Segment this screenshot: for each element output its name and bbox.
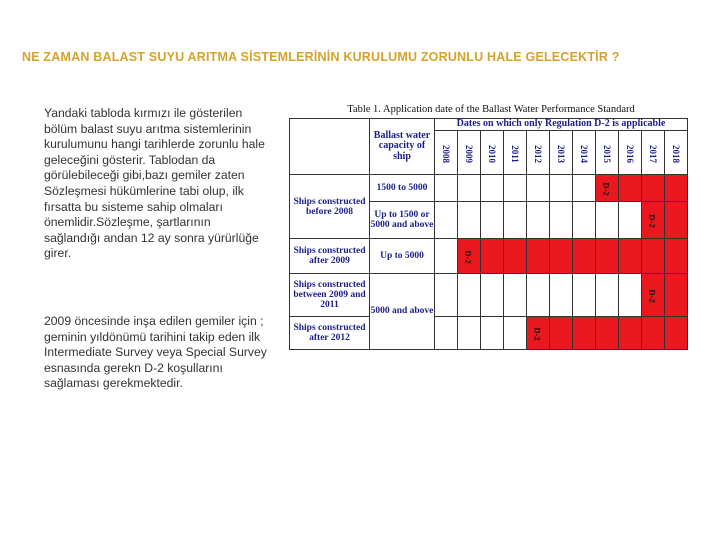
grid-cell bbox=[481, 202, 504, 239]
grid-cell bbox=[596, 274, 619, 317]
grid-cell bbox=[458, 202, 481, 239]
grid-cell bbox=[435, 175, 458, 202]
table-row bbox=[290, 274, 688, 317]
compliance-cell bbox=[596, 175, 619, 202]
compliance-cell bbox=[573, 317, 596, 350]
grid-cell bbox=[504, 274, 527, 317]
d2-marker: D-2 bbox=[647, 289, 658, 303]
grid-cell bbox=[596, 202, 619, 239]
grid-cell bbox=[504, 317, 527, 350]
category-before-2008: Ships constructed before 2008 bbox=[290, 175, 370, 239]
year-header-2012 bbox=[527, 131, 550, 175]
grid-cell bbox=[573, 274, 596, 317]
compliance-cell bbox=[642, 317, 665, 350]
compliance-cell bbox=[665, 317, 688, 350]
year-header-2016 bbox=[619, 131, 642, 175]
dates-header: Dates on which only Regulation D-2 is applicable bbox=[435, 119, 688, 131]
compliance-cell bbox=[665, 274, 688, 317]
capacity-upto1500-or-5000: Up to 1500 or 5000 and above bbox=[370, 202, 435, 239]
compliance-cell bbox=[642, 175, 665, 202]
grid-cell bbox=[458, 317, 481, 350]
empty-corner-cell bbox=[290, 119, 370, 175]
year-header-2011 bbox=[504, 131, 527, 175]
grid-cell bbox=[435, 202, 458, 239]
grid-cell bbox=[550, 274, 573, 317]
year-label: 2011 bbox=[509, 144, 520, 163]
year-label: 2008 bbox=[441, 144, 451, 163]
compliance-cell bbox=[458, 239, 481, 274]
ballast-water-table bbox=[289, 104, 693, 366]
compliance-cell bbox=[642, 239, 665, 274]
compliance-cell bbox=[665, 239, 688, 274]
compliance-cell bbox=[527, 239, 550, 274]
d2-marker: D-2 bbox=[647, 214, 658, 228]
page-title: NE ZAMAN BALAST SUYU ARITMA SİSTEMLERİNİN KURULUMU ZORUNLU HALE GELECEKTİR ? bbox=[22, 50, 620, 64]
compliance-cell bbox=[504, 239, 527, 274]
table-row bbox=[290, 317, 688, 350]
d2-marker: D-2 bbox=[601, 182, 612, 196]
year-header-2010 bbox=[481, 131, 504, 175]
year-label: 2010 bbox=[487, 144, 497, 163]
compliance-cell bbox=[619, 239, 642, 274]
year-label: 2014 bbox=[579, 144, 589, 163]
compliance-cell bbox=[596, 239, 619, 274]
year-label: 2015 bbox=[602, 144, 612, 163]
grid-cell bbox=[481, 274, 504, 317]
compliance-cell bbox=[642, 274, 665, 317]
category-after-2012: Ships constructed after 2012 bbox=[290, 317, 370, 350]
capacity-upto5000: Up to 5000 bbox=[370, 239, 435, 274]
grid-cell bbox=[458, 175, 481, 202]
compliance-cell bbox=[550, 317, 573, 350]
capacity-header: Ballast water capacity of ship bbox=[370, 119, 435, 175]
compliance-cell bbox=[573, 239, 596, 274]
grid-cell bbox=[527, 202, 550, 239]
table-row bbox=[290, 239, 688, 274]
grid-cell bbox=[619, 202, 642, 239]
compliance-cell bbox=[642, 202, 665, 239]
table-caption: Table 1. Application date of the Ballast Water Performance Standard bbox=[347, 104, 635, 115]
year-label: 2013 bbox=[556, 144, 566, 163]
grid-cell bbox=[573, 175, 596, 202]
grid-cell bbox=[504, 202, 527, 239]
year-header-2009 bbox=[458, 131, 481, 175]
table-row bbox=[290, 175, 688, 202]
grid-cell bbox=[550, 202, 573, 239]
category-between-2009-2011: Ships constructed between 2009 and 2011 bbox=[290, 274, 370, 317]
year-header-2008 bbox=[435, 131, 458, 175]
year-label: 2017 bbox=[648, 144, 658, 163]
capacity-5000-above: 5000 and above bbox=[370, 274, 435, 350]
year-label: 2009 bbox=[464, 144, 474, 163]
compliance-cell bbox=[527, 317, 550, 350]
d2-marker: D-2 bbox=[463, 250, 474, 264]
grid-cell bbox=[435, 274, 458, 317]
grid-cell bbox=[527, 274, 550, 317]
compliance-cell bbox=[550, 239, 573, 274]
application-date-grid bbox=[289, 118, 688, 350]
compliance-cell bbox=[596, 317, 619, 350]
grid-cell bbox=[435, 317, 458, 350]
year-label: 2018 bbox=[671, 144, 681, 163]
grid-cell bbox=[481, 175, 504, 202]
grid-cell bbox=[504, 175, 527, 202]
grid-cell bbox=[619, 274, 642, 317]
year-label: 2016 bbox=[625, 144, 635, 163]
year-header-2013 bbox=[550, 131, 573, 175]
intro-paragraph: Yandaki tabloda kırmızı ile gösterilen bölüm balast suyu arıtma sistemlerinin kurulumunu hangi tarihlerde zorunlu hale geleceğini gösterir. Tablodan da görülebileceği gibi,bazı gemiler zaten Sözleşmesi hükümlerine tabi olup, ilk fırsatta bu sisteme sahip olmaları önemlidir.Sözleşme, şartlarının sağlandığı andan 12 ay sonra yürürlüğe girer. bbox=[44, 106, 265, 261]
capacity-1500-5000: 1500 to 5000 bbox=[370, 175, 435, 202]
compliance-cell bbox=[665, 202, 688, 239]
year-header-2017 bbox=[642, 131, 665, 175]
year-header-2015 bbox=[596, 131, 619, 175]
grid-cell bbox=[435, 239, 458, 274]
grid-cell bbox=[527, 175, 550, 202]
pre-2009-paragraph: 2009 öncesinde inşa edilen gemiler için ; geminin yıldönümü tarihini takip eden ilk Intermediate Survey veya Special Survey esnasında gerekn D-2 koşullarını sağlaması gerekmektedir. bbox=[44, 314, 267, 391]
compliance-cell bbox=[665, 175, 688, 202]
year-label: 2012 bbox=[533, 144, 543, 163]
compliance-cell bbox=[619, 317, 642, 350]
grid-cell bbox=[458, 274, 481, 317]
grid-cell bbox=[481, 317, 504, 350]
year-header-2014 bbox=[573, 131, 596, 175]
year-header-2018 bbox=[665, 131, 688, 175]
d2-marker: D-2 bbox=[532, 327, 543, 341]
grid-cell bbox=[573, 202, 596, 239]
compliance-cell bbox=[619, 175, 642, 202]
category-after-2009: Ships constructed after 2009 bbox=[290, 239, 370, 274]
compliance-cell bbox=[481, 239, 504, 274]
grid-cell bbox=[550, 175, 573, 202]
